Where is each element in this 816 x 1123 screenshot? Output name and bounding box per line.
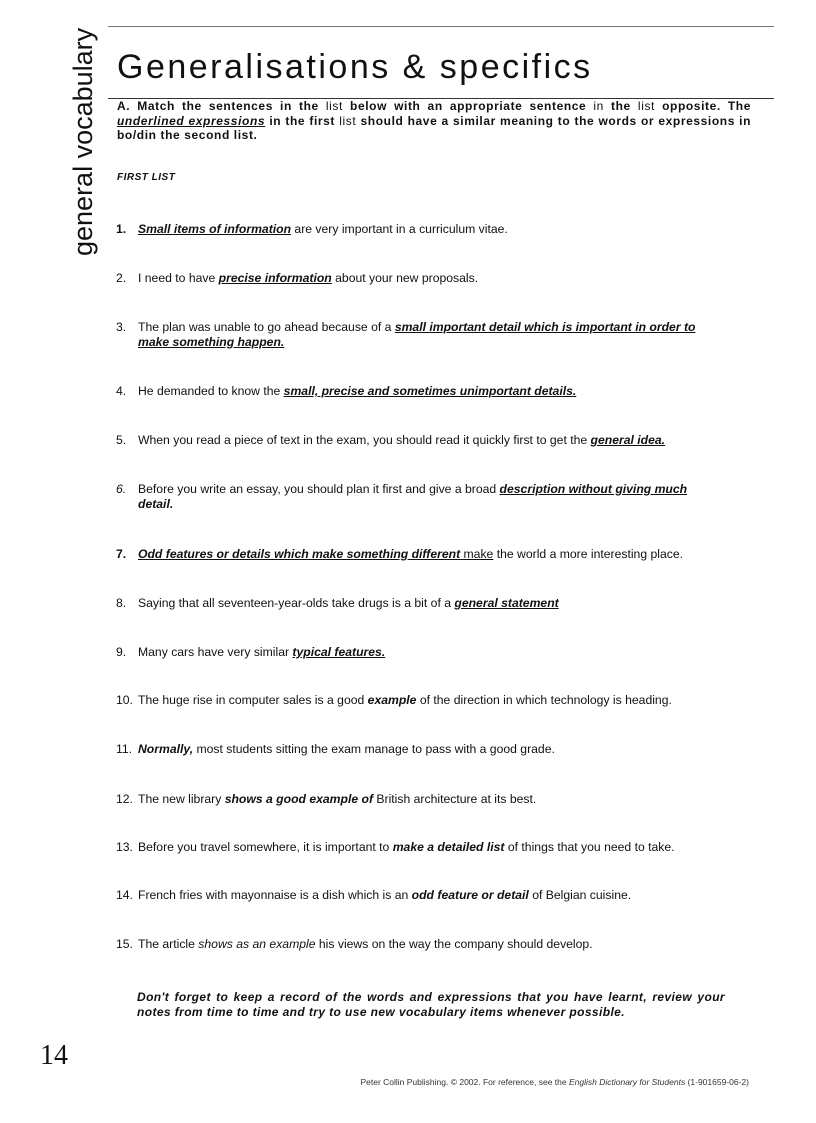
exercise-instruction: A. Match the sentences in the list below with an appropriate sentence in the list opposite. The underlined expressions in the first list should have a similar meaning to the words or expressions in bo/din the second list. [117,99,752,142]
list-item: 14. French fries with mayonnaise is a dish which is an odd feature or detail of Belgian cuisine. [116,888,632,902]
list-item: 1. Small items of information are very important in a curriculum vitae. [116,222,508,236]
list-item: 13. Before you travel somewhere, it is important to make a detailed list of things that you need to take. [116,840,675,854]
list-item: 2. I need to have precise information about your new proposals. [116,271,479,285]
study-tip-note: Don't forget to keep a record of the words and expressions that you have learnt, review your notes from time to time and try to use new vocabulary items whenever possible. [137,990,725,1019]
side-section-label: general vocabulary [68,27,98,256]
first-list-heading: FIRST LIST [117,172,176,183]
list-item: 9. Many cars have very similar typical features. [116,645,386,659]
list-item: 15. The article shows as an example his views on the way the company should develop. [116,937,593,951]
list-item: 5. When you read a piece of text in the exam, you should read it quickly first to get the general idea. [116,433,666,447]
list-item: 11. Normally, most students sitting the exam manage to pass with a good grade. [116,742,555,756]
list-item: 6. Before you write an essay, you should plan it first and give a broad description without giving much detail. [116,482,688,511]
list-item: 4. He demanded to know the small, precise and sometimes unimportant details. [116,384,577,398]
footer-credit: Peter Collin Publishing. © 2002. For reference, see the English Dictionary for Students (1-901659-06-2) [360,1077,749,1087]
top-rule [108,26,774,27]
list-item: 10. The huge rise in computer sales is a good example of the direction in which technology is heading. [116,693,672,707]
page-title: Generalisations & specifics [117,48,593,86]
list-item: 3. The plan was unable to go ahead because of a small important detail which is important in order to make something happen. [116,320,696,349]
list-item: 12. The new library shows a good example of British architecture at its best. [116,792,537,806]
list-item: 8. Saying that all seventeen-year-olds take drugs is a bit of a general statement [116,596,559,610]
list-item: 7. Odd features or details which make something different make the world a more interesting place. [116,547,684,561]
page-number: 14 [40,1040,68,1071]
